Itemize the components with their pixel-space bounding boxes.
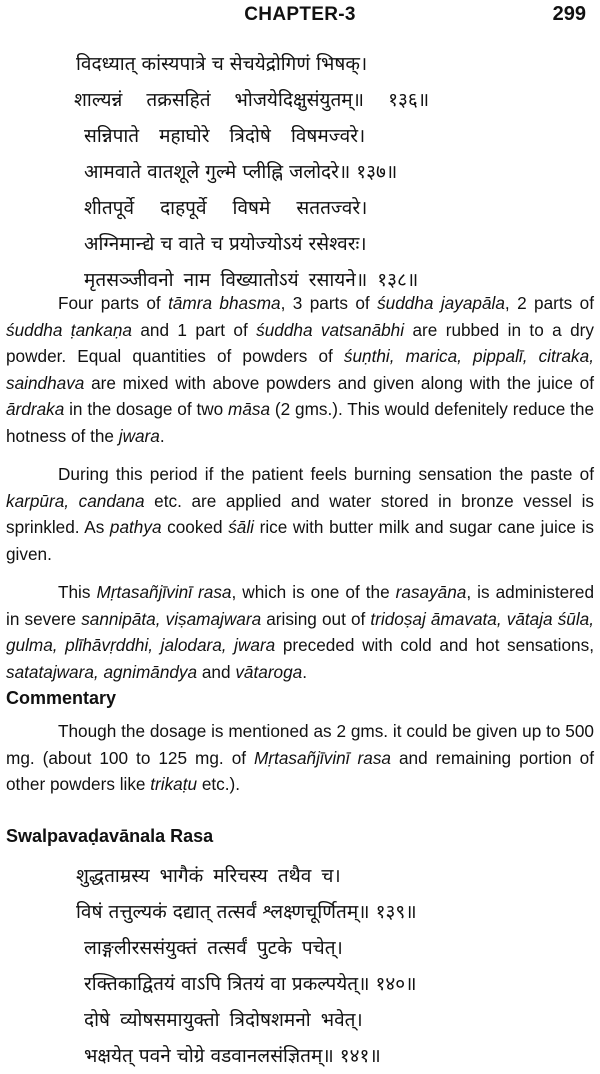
page-number: 299 <box>552 3 586 25</box>
paragraph-indications: This Mṛtasañjīvinī rasa, which is one of the rasayāna, is administered in severe sannipāta, viṣamajwara arising out of tridoṣaj āmavata, vātaja śūla, gulma, plīhāvṛddhi, jalodara, jwara preceded with cold and hot sensations, satatajwara, agnimāndya and vātaroga. <box>6 582 595 682</box>
sanskrit-verses-136-138 <box>0 46 600 298</box>
verse-line: मृतसञ्जीवनो नाम विख्यातोऽयं रसायने॥ १३८॥ <box>84 269 419 291</box>
verse-line: रक्तिकाद्वितयं वाऽपि त्रितयं वा प्रकल्पयेत्॥ १४०॥ <box>84 973 417 995</box>
verse-line: शुद्धताम्रस्य भागैकं मरिचस्य तथैव च। <box>76 865 341 887</box>
chapter-title: CHAPTER-3 <box>244 4 356 25</box>
verse-line: भक्षयेत् पवने चोग्रे वडवानलसंज्ञितम्॥ १४१॥ <box>84 1045 381 1067</box>
verse-line: दोषे व्योषसमायुक्तो त्रिदोषशमनो भवेत्। <box>84 1009 363 1031</box>
swalpa-heading: Swalpavaḍavānala Rasa <box>6 826 214 846</box>
verse-line: अग्निमान्द्ये च वाते च प्रयोज्योऽयं रसेश्वरः। <box>84 233 367 255</box>
commentary-text <box>6 718 594 798</box>
verse-line: लाङ्गलीरससंयुक्तं तत्सर्वं पुटके पचेत्। <box>84 937 343 959</box>
page-header <box>0 2 600 28</box>
sanskrit-verses-139-141 <box>0 858 600 1074</box>
commentary-heading: Commentary <box>6 688 117 708</box>
paragraph-dosage: Four parts of tāmra bhasma, 3 parts of śuddha jayapāla, 2 parts of śuddha ṭankaṇa and 1 part of śuddha vatsanābhi are rubbed in to a dry powder. Equal quantities of powders of śuṇthi, marica, pippalī, citraka, saindhava are mixed with above powders and given along with the juice of ārdraka in the dosage of two māsa (2 gms.). This would defenitely reduce the hotness of the jwara. <box>6 293 595 446</box>
verse-line: विदध्यात् कांस्यपात्रे च सेचयेद्रोगिणं भिषक्। <box>76 53 368 75</box>
verse-line: विषं तत्तुल्यकं दद्यात् तत्सर्वं श्लक्ष्णचूर्णितम्॥ १३९॥ <box>76 901 417 923</box>
paragraph-burning: During this period if the patient feels burning sensation the paste of karpūra, candana etc. are applied and water stored in bronze vessel is sprinkled. As pathya cooked śāli rice with butter milk and sugar cane juice is given. <box>6 464 595 564</box>
translation-text <box>6 290 594 685</box>
verse-line: शीतपूर्वे दाहपूर्वे विषमे सततज्वरे। <box>84 197 368 219</box>
verse-line: आमवाते वातशूले गुल्मे प्लीह्नि जलोदरे॥ १३७॥ <box>84 161 398 183</box>
paragraph-commentary: Though the dosage is mentioned as 2 gms. it could be given up to 500 mg. (about 100 to 125 mg. of Mṛtasañjīvinī rasa and remaining portion of other powders like trikaṭu etc.). <box>6 721 594 794</box>
verse-line: शाल्यन्नं तक्रसहितं भोजयेदिक्षुसंयुतम्॥ १३६॥ <box>74 89 430 111</box>
verse-line: सन्निपाते महाघोरे त्रिदोषे विषमज्वरे। <box>84 125 366 147</box>
